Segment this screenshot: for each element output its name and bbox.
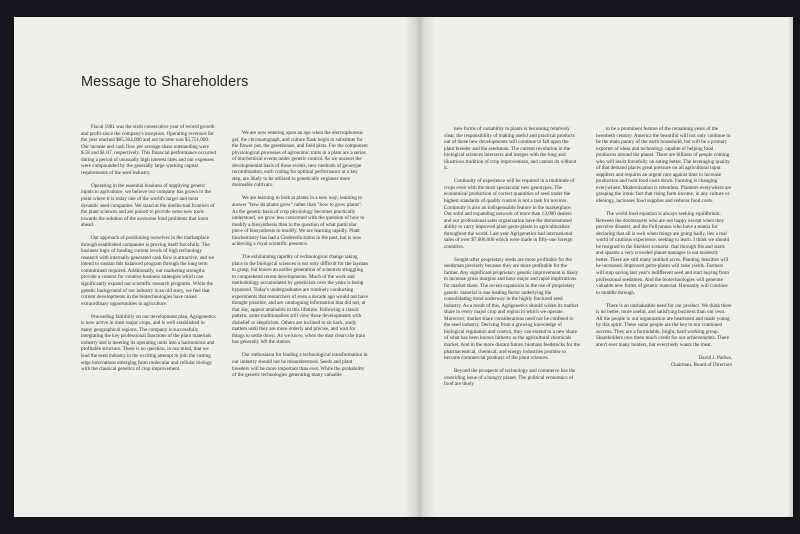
paragraph: The exhilarating rapidity of technological change taking place in the biological sciences is not only difficult for the layman to grasp, but leaves an earlier generation of scientists struggling to comprehend recent developments. Much of the work and methodology accumulated by geneticists over the years is being bypassed. Today's undergraduates are routinely conducting experiments that researchers of even a decade ago would not have thought possible, and are cataloguing information that did not, at that day, appear attainable in this lifetime. Following a classic pattern, some traditionalists still view these developments with disbelief or skepticism. Others are inclined to sit back, study matters until they are more orderly and precise, and wait for things to settle down. As we know, when the dust clears the train has generally left the station. [232,254,368,346]
paragraph: Our approach of positioning ourselves in the marketplace through established companies is proving itself forcefully. The business logic of funding current levels of high technology research with internally generated cash flow is attractive, and we intend to sustain this balanced program through the long term commitment required. Additionally, our marketing strengths provide a context for creative business strategies which can significantly expand our scientific research programs. While the genetic background of our industry is an old story, we feel that current developments in the biotechnologies have raised extraordinary opportunities in agriculture. [81,235,215,307]
page-edge [787,17,793,517]
text-column-3 [444,126,580,394]
document-spread [14,17,793,517]
paragraph: Beyond the prospects of technology and commerce lies the overriding issue of a hungry planet. The political economics of food are likely [444,368,576,388]
paragraph: Our enthusiasm for leading a technological transformation in our industry should not be misunderstood. Seeds and plant breeders will be more important than ever. While the probability of the genetic technologies generating many valuable [232,352,368,379]
paragraph: Continuity of experience will be required in a multitude of crops even with the most spectacular new genotypes. The economical production of correct quantities of seed under the highest standards of quality control is not a task for novices. Continuity is also an indispensable feature in the marketplace. Our solid and expanding network of more than 13,000 dealers and our professional sales organization have the demonstrated ability to carry improved plant germ-plasm to agriculturalists throughout the world. Last year Agrigenetics had international sales of over $7,000,000 which were made in fifty-one foreign countries. [444,178,575,250]
paragraph: Proceeding faithfully on our development plan, Agrigenetics is now active in most major crops, and is well established in many geographical regions. The company is successfully integrating the key professional functions of the plant materials industry and is meeting its operating units into a harmonious and profitable structure. There is no question, in our mind, that we lead the seed industry in the exciting attempt to join the cutting edge innovations emerging from molecular and cellular biology with the classical genetics of crop improvement. [81,313,216,373]
signature-name: David J. Padwa, [698,355,732,361]
paragraph: to be a prominent feature of the remaining years of the twentieth century. America the beautiful will not only continue to be the main pantry of the earth household, but will be a primary exporter of ideas and technology capable of helping food producers around the planet. There are billions of people coming who will insist forcefully on eating better. The leveraging quality of that demand places great pressure on all agricultural input suppliers and requires an urgent race against time to increase production and hold food costs down. Farming is changing everywhere. Modernization is relentless. Planners everywhere are grasping the ironic fact that rising farm income, in any culture or ideology, increases food supplies and reduces food costs. [596,126,732,205]
paragraph: The world food equation is always seeking equilibrium. Between the doomsayers who are not happy except when they perceive disaster, and the Pollyannas who have a mania for declaring that all is well when things are going badly, lies a real world of cautious experience, seeking to learn. I think we should be resigned to the likeliest scenario: that through fits and starts and spasms a very crowded planet manages to eat modestly better. There are still many untilled acres. Planting densities will be increased. Improved germ-plasm will raise yields. Farmers will stop saving last year's indifferent seed and start buying from professional seedsmen. And the biotechnologies will generate valuable new forms of genetic material. Humanity will continue to muddle through. [596,211,730,296]
signature-title: Chairman, Board of Directors [670,361,732,368]
paragraph: new forms of variability in plants is becoming relatively clear, the responsibility of making useful and practical products out of these new developments will continue to fall upon the plant breeder and the seedsman. The current revolution in the biological sciences intersects and merges with the long and illustrious tradition of crop improvement, and cannot do without it. [444,126,577,172]
paragraph: We are learning to look at plants in a new way; learning to answer "how do plants grow" rather than "how to grow plants". As the genetic basis of crop physiology becomes practically understood, we grow less concerned with the question of how to modify a biosynthesis than in the question of what particular piece of biosynthesis to modify. We are learning rapidly. Plant biochemistry has had a Cinderella status in the past, but is now achieving a royal scientific presence. [232,195,365,248]
book-gutter [405,17,435,517]
paragraph: Operating in the essential business of supplying genetic inputs to agriculture, we believe our company has grown to the point where it is today one of the world's larger and most dynamic seed companies. We stand at the intellectual frontiers of the plant sciences and are poised to provide some new tools towards the solution of the awesome food problems that loom ahead. [81,182,215,229]
signature-block [596,355,732,368]
paragraph: Fiscal 1981 was the sixth consecutive year of record growth and profit since the company's inception. Operating revenues for the year reached $85,364,000 and net income was $3,751,000. Our income and cash flow per average share outstanding were $.58 and $1.07, respectively. This financial performance occurred during a period of unusually high interest rates and our expenses were compounded by the generally large working capital requirements of the seed industry. [81,124,217,176]
text-column-4 [596,126,732,368]
paragraph: Sought-after proprietary seeds are more profitable for the seedsman precisely because they are more profitable for the farmer. Any significant proprietary genetic improvement is likely to increase gross margins and have major and rapid implications for market share. The recent expansion in the use of proprietary genetic material is one leading factor underlying the consolidating trend underway in the highly fractured seed industry. As a result of this, Agrigenetics should widen its market share in every major crop and region in which we operate. Moreover, market share considerations need not be confined to the seed industry. Deriving from a growing knowledge of biological regulation and control, they can extend to a new share of what has been known hitherto as the agricultural chemicals market. And in the more distant future, biomass feedstocks for the pharmaceutical, chemical, and energy industries promise to become commercial products of the plant sciences. [444,256,580,362]
text-column-2 [232,130,368,385]
page-title: Message to Shareholders [81,74,249,90]
paragraph: We are now entering upon an age when the electrophoresis gel, the chromatograph, and culture flask begin to substitute for the flower pot, the greenhouse, and field plots. For the component physiological processes of agronomic traits in a plant are a series of biochemical events under genetic control. As we unravel the developmental basis of these events, new methods of genotype recombination, each coding for optimal performance at a key step, are likely to be utilized to genetically engineer more desireable cultivars. [232,130,368,189]
paragraph: There is an unshakeable need for our product. We think there is no better, more useful, and satisfying business than our own. All the people in our organization are heartened and made young by this spirit. These same people are the key to our continued success. They are a formidable, bright, hard working group. Shareholders owe them much credit for our achievements. There aren't ever many hunters, but everybody wants the meat. [596,302,732,348]
text-column-1 [81,124,217,379]
